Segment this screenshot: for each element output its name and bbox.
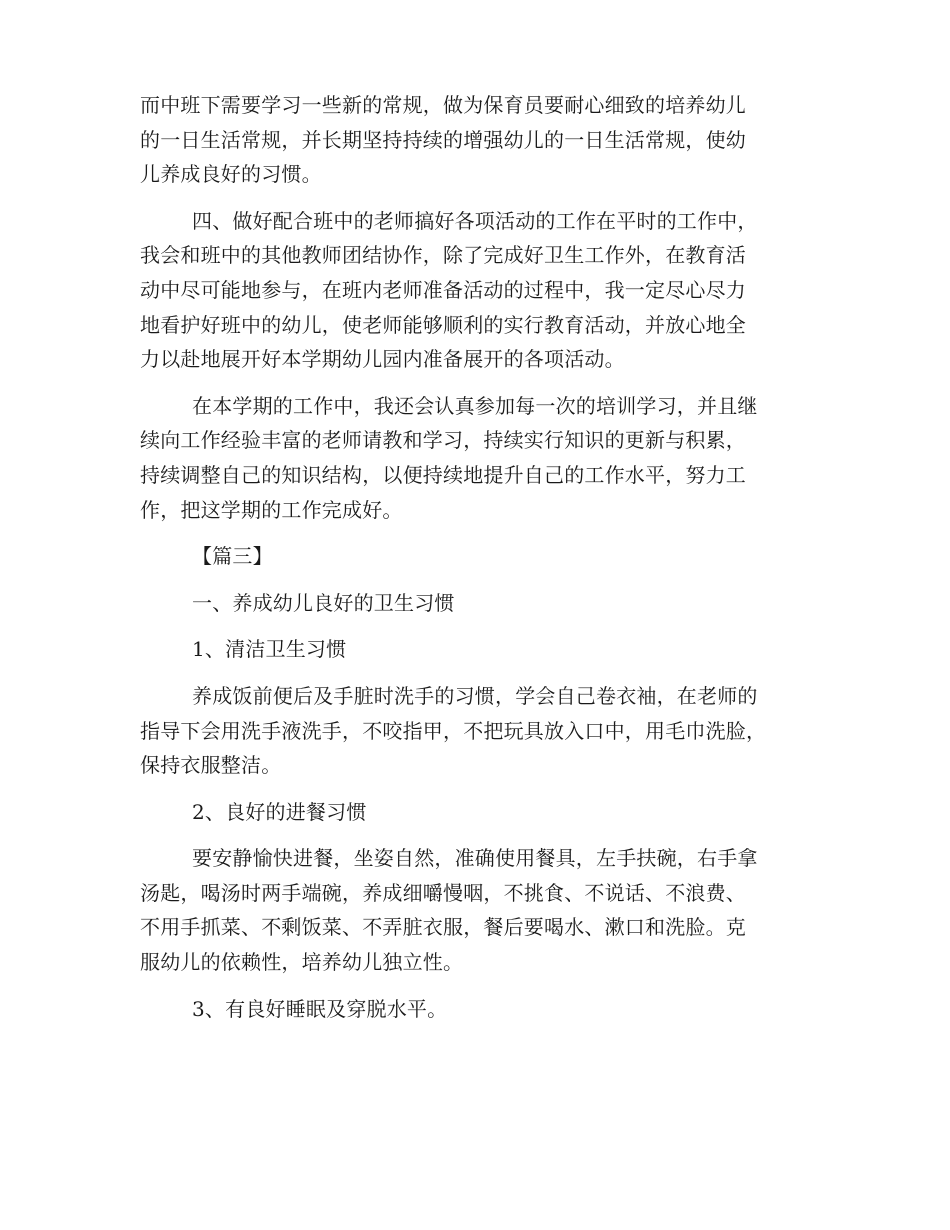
text-line: 作，把这学期的工作完成好。 <box>140 497 403 522</box>
text-line: 要安静愉快进餐，坐姿自然，准确使用餐具，左手扶碗，右手拿 <box>192 846 758 871</box>
paragraph-hygiene <box>140 679 808 783</box>
text-line: 我会和班中的其他教师团结协作，除了完成好卫生工作外，在教育活 <box>140 243 746 268</box>
list-item-heading <box>140 795 808 830</box>
text-line: 地看护好班中的幼儿，使老师能够顺利的实行教育活动，并放心地全 <box>140 312 746 337</box>
document-page <box>140 88 808 1026</box>
list-item-heading <box>140 992 808 1027</box>
text-line: 2、良好的进餐习惯 <box>192 799 367 824</box>
text-line: 续向工作经验丰富的老师请教和学习，持续实行知识的更新与积累， <box>140 428 746 453</box>
paragraph-dining <box>140 841 808 979</box>
text-line: 指导下会用洗手液洗手，不咬指甲，不把玩具放入口中，用毛巾洗脸， <box>140 718 767 743</box>
text-line: 在本学期的工作中，我还会认真参加每一次的培训学习，并且继 <box>192 393 758 418</box>
text-line: 持续调整自己的知识结构，以便持续地提升自己的工作水平，努力工 <box>140 462 746 487</box>
text-line: 3、有良好睡眠及穿脱水平。 <box>192 996 448 1021</box>
text-line: 四、做好配合班中的老师搞好各项活动的工作在平时的工作中， <box>192 208 758 233</box>
text-line: 儿养成良好的习惯。 <box>140 162 322 187</box>
text-line: 服幼儿的依赖性，培养幼儿独立性。 <box>140 950 464 975</box>
section-heading <box>140 539 808 574</box>
text-line: 不用手抓菜、不剩饭菜、不弄脏衣服，餐后要喝水、漱口和洗脸。克 <box>140 915 746 940</box>
text-line: 力以赴地展开好本学期幼儿园内准备展开的各项活动。 <box>140 347 625 372</box>
text-line: 的一日生活常规，并长期坚持持续的增强幼儿的一日生活常规，使幼 <box>140 127 746 152</box>
text-line: 【篇三】 <box>192 544 273 569</box>
text-line: 而中班下需要学习一些新的常规，做为保育员要耐心细致的培养幼儿 <box>140 93 746 117</box>
text-line: 一、养成幼儿良好的卫生习惯 <box>192 590 455 615</box>
subheading <box>140 586 808 621</box>
list-item-heading <box>140 632 808 667</box>
text-line: 养成饭前便后及手脏时洗手的习惯，学会自己卷衣袖，在老师的 <box>192 683 758 708</box>
text-line: 1、清洁卫生习惯 <box>192 637 347 662</box>
text-line: 汤匙，喝汤时两手端碗，养成细嚼慢咽，不挑食、不说话、不浪费、 <box>140 880 746 905</box>
paragraph-continuation <box>140 88 808 192</box>
text-line: 保持衣服整洁。 <box>140 753 282 778</box>
paragraph-section-four <box>140 204 808 377</box>
paragraph-semester-work <box>140 389 808 527</box>
text-line: 动中尽可能地参与，在班内老师准备活动的过程中，我一定尽心尽力 <box>140 277 746 302</box>
